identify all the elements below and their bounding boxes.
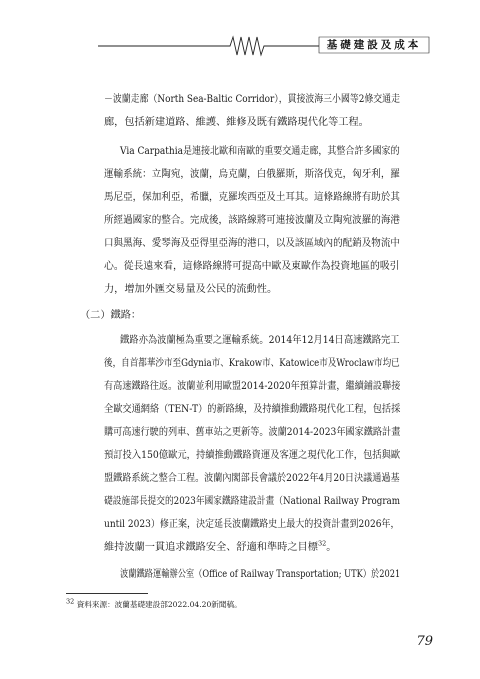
footnote-rule: [66, 593, 148, 594]
page-number: 79: [416, 634, 433, 649]
body-line: －波蘭走廊（North Sea-Baltic Corridor），貫接波海三小國等2條交通走: [104, 94, 400, 105]
body-line: 運輸系統：立陶宛，波蘭，烏克蘭，白俄羅斯，斯洛伐克，匈牙利，羅: [104, 169, 400, 180]
body-line: 購可高速行駛的列車、舊車站之更新等。波蘭2014-2023年國家鐵路計畫: [104, 427, 401, 438]
body-line: 馬尼亞，保加利亞，希臘，克羅埃西亞及土耳其。這條路線將有助於其: [104, 192, 400, 203]
footnote-reference: 32: [317, 539, 327, 548]
body-line: 盟鐵路系統之整合工程。波蘭內閣部長會議於2022年4月20日決議通過基: [104, 473, 400, 484]
footnote-number: 32: [66, 597, 75, 606]
body-line-with-footnote: [104, 541, 336, 555]
body-line: 力，增加外匯交易量及公民的流動性。: [104, 284, 278, 295]
body-line: 所經過國家的整合。完成後，該路線將可連接波蘭及立陶宛波羅的海港: [104, 215, 400, 226]
body-line: 礎設施部長提交的2023年國家鐵路建設計畫（National Railway Program: [104, 496, 400, 507]
body-line: 廊，包括新建道路、維護、維修及既有鐵路現代化等工程。: [104, 117, 369, 128]
body-line: 預訂投入150億歐元，持續推動鐵路資運及客運之現代化工作，包括與歐: [104, 450, 401, 461]
section-heading: （二）鐵路：: [80, 310, 142, 321]
body-line: 後，自首都華沙市至Gdynia市、Krakow市、Katowice市及Wroclaw市均已: [104, 358, 400, 369]
body-line: 波蘭鐵路運輸辦公室（Office of Railway Transportation; UTK）於2021: [120, 569, 401, 580]
body-line: 心。從長遠來看，這條路線將可提高中歐及東歐作為投資地區的吸引: [104, 261, 400, 272]
chapter-label: 基礎建設及成本: [326, 39, 422, 51]
body-line: 有高速鐵路往返。波蘭並利用歐盟2014-2020年預算計畫，繼續鋪設聯接: [104, 381, 401, 392]
body-line: 全歐交通網絡（TEN-T）的新路線，及持續推動鐵路現代化工程，包括採: [104, 404, 401, 415]
body-line: 鐵路亦為波蘭極為重要之運輸系統。2014年12月14日高速鐵路完工: [120, 335, 400, 346]
footnote: [66, 597, 242, 610]
body-line: Via Carpathia是連接北歐和南歐的重要交通走廊，其整合許多國家的: [120, 146, 400, 157]
body-line: 口與黑海、愛琴海及亞得里亞海的港口，以及該區域內的配銷及物流中: [104, 238, 400, 249]
body-line-tail: 。: [326, 542, 337, 553]
body-line: until 2023）修正案，決定延長波蘭鐵路史上最大的投資計畫到2026年，: [104, 519, 400, 530]
footnote-text: 資料來源：波蘭基礎建設部2022.04.20新聞稿。: [76, 600, 242, 609]
body-line-text: 維持波蘭一貫追求鐵路安全、舒適和準時之目標: [104, 542, 318, 553]
running-header: [0, 32, 480, 58]
